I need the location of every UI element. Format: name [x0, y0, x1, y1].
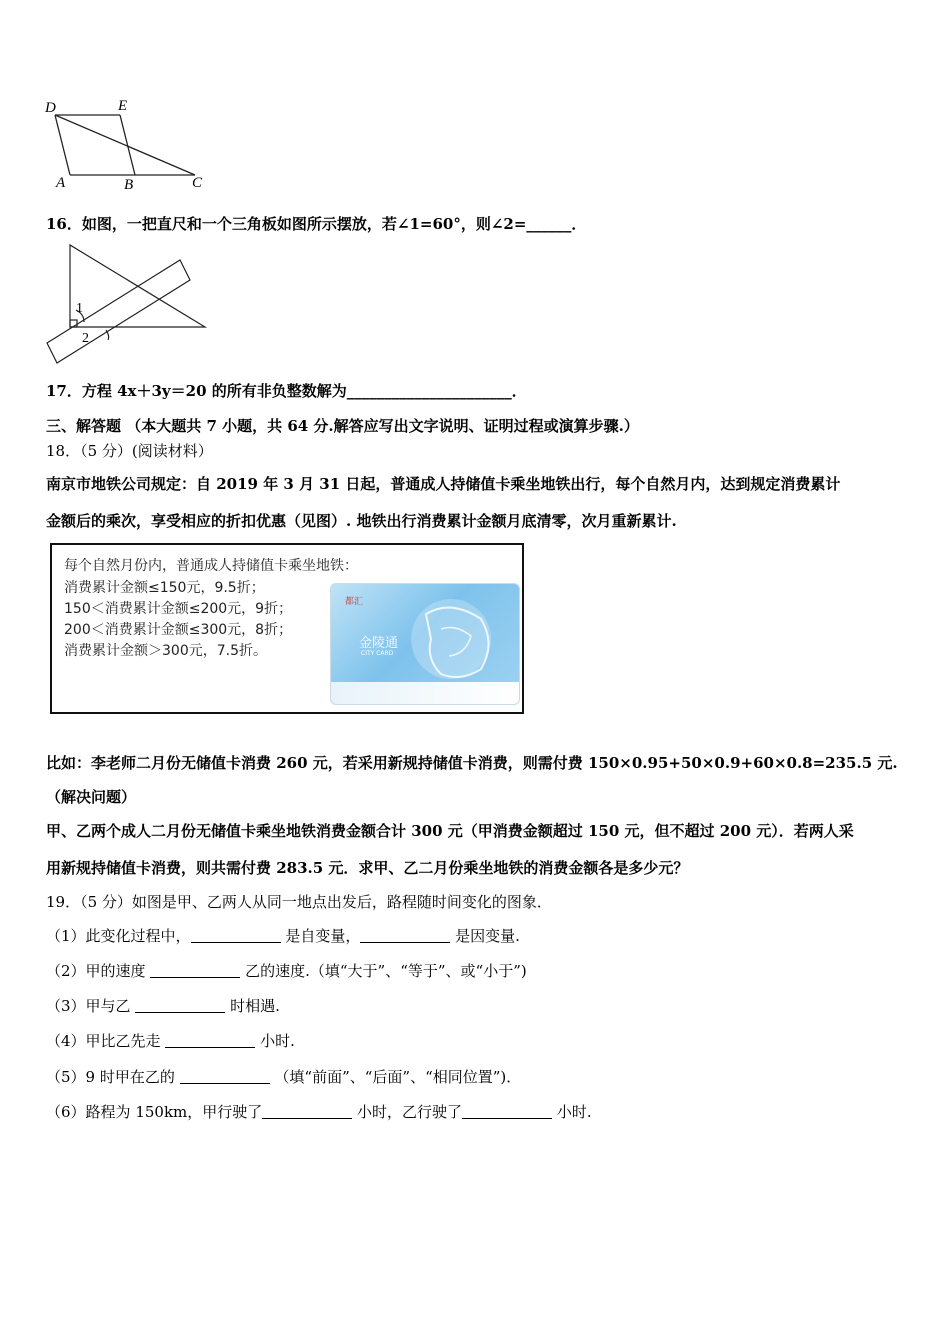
q19-item-text: 时相遇.: [225, 997, 280, 1015]
q19-item-text: （填“前面”、“后面”、“相同位置”)．: [269, 1068, 522, 1086]
q19-item-6: [46, 1101, 592, 1122]
answer-blank[interactable]: [180, 1069, 270, 1084]
q19-item-4: [46, 1030, 295, 1051]
box-line-5: 消费累计金额＞300元，7.5折。: [64, 643, 267, 659]
q19-item-text: 是自变量，: [280, 927, 361, 945]
q19-item-2: [46, 960, 527, 981]
question-19-header: [46, 891, 552, 912]
label-A: A: [56, 175, 66, 191]
card-sub: CITY CARD: [361, 650, 394, 657]
answer-blank[interactable]: [191, 928, 281, 943]
q19-item-text: 小时，乙行驶了: [352, 1103, 463, 1121]
q19-item-1: [46, 925, 520, 946]
label-B: B: [124, 177, 134, 193]
box-line-1: 每个自然月份内，普通成人持储值卡乘坐地铁：: [64, 558, 358, 574]
q19-item-3: [46, 995, 280, 1016]
q19-item-num: （2）: [46, 962, 86, 980]
q19-item-text: 小时.: [552, 1103, 592, 1121]
question-16: 16．如图，一把直尺和一个三角板如图所示摆放，若∠1=60°，则∠2=______．: [46, 215, 587, 233]
answer-blank[interactable]: [135, 998, 225, 1013]
q19-item-text: 乙的速度.（填“大于”、“等于”、或“小于”): [240, 962, 527, 980]
answer-blank[interactable]: [360, 928, 450, 943]
q19-item-text: 小时.: [255, 1032, 295, 1050]
q18-problem-line2: 用新规持储值卡消费，则共需付费 283.5 元．求甲、乙二月份乘坐地铁的消费金额各是多少元？: [46, 859, 689, 877]
q19-item-5: [46, 1066, 521, 1087]
q18-solve-header: （解决问题）: [46, 788, 137, 806]
label-C: C: [192, 175, 203, 191]
q19-item-num: （1）: [46, 927, 86, 945]
section-header: 三、解答题 （本大题共 7 小题，共 64 分.解答应写出文字说明、证明过程或演算步骤.）: [46, 417, 639, 435]
q19-item-text: 是因变量.: [450, 927, 520, 945]
q18-para1-line1: 南京市地铁公司规定：自 2019 年 3 月 31 日起，普通成人持储值卡乘坐地铁出行，每个自然月内，达到规定消费累计: [46, 475, 841, 493]
q19-item-text: 甲与乙: [85, 997, 136, 1015]
box-line-4: 200＜消费累计金额≤300元，8折；: [64, 622, 293, 638]
answer-blank[interactable]: [165, 1033, 255, 1048]
q19-item-text: 甲比乙先走: [85, 1032, 166, 1050]
q18-problem-line1: 甲、乙两个成人二月份无储值卡乘坐地铁消费金额合计 300 元（甲消费金额超过 150 元，但不超过 200 元）．若两人采: [46, 822, 854, 840]
q19-item-text: 9 时甲在乙的: [85, 1068, 180, 1086]
label-E: E: [118, 98, 128, 114]
card-stripe: [331, 682, 519, 704]
q19-item-num: （5）: [46, 1068, 86, 1086]
angle-label-1: 1: [76, 301, 83, 316]
q19-item-num: （4）: [46, 1032, 86, 1050]
box-line-3: 150＜消费累计金额≤200元，9折；: [64, 601, 293, 617]
q18-para1-line2: 金额后的乘次，享受相应的折扣优惠（见图）. 地铁出行消费累计金额月底清零，次月重新累计.: [46, 512, 677, 530]
q19-item-text: 此变化过程中，: [85, 927, 191, 945]
q19-item-num: （6）: [46, 1103, 86, 1121]
angle-label-2: 2: [82, 331, 89, 346]
answer-blank[interactable]: [150, 963, 240, 978]
card-brand: 金陵通: [359, 636, 399, 651]
figure-ruler-triangle: [40, 240, 215, 370]
question-18-header: 18．（5 分）(阅读材料）: [46, 442, 213, 460]
q19-item-text: 甲的速度: [85, 962, 151, 980]
q19-item-num: （3）: [46, 997, 86, 1015]
city-card-image: [330, 583, 520, 705]
q19-header-text: 19．（5 分）如图是甲、乙两人从同一地点出发后，路程随时间变化的图象．: [46, 893, 552, 911]
box-line-2: 消费累计金额≤150元，9.5折；: [64, 580, 265, 596]
question-17: 17．方程 4x＋3y＝20 的所有非负整数解为______________________．: [46, 382, 527, 400]
label-D: D: [45, 100, 56, 116]
figure-parallelogram: [40, 95, 210, 195]
discount-info-box: [50, 543, 524, 714]
q19-item-text: 路程为 150km，甲行驶了: [85, 1103, 263, 1121]
answer-blank[interactable]: [462, 1104, 552, 1119]
card-logo: 都汇: [345, 597, 364, 607]
answer-blank[interactable]: [262, 1104, 352, 1119]
q18-example: 比如：李老师二月份无储值卡消费 260 元，若采用新规持储值卡消费，则需付费 150×0.95+50×0.9+60×0.8=235.5 元.: [46, 754, 898, 772]
